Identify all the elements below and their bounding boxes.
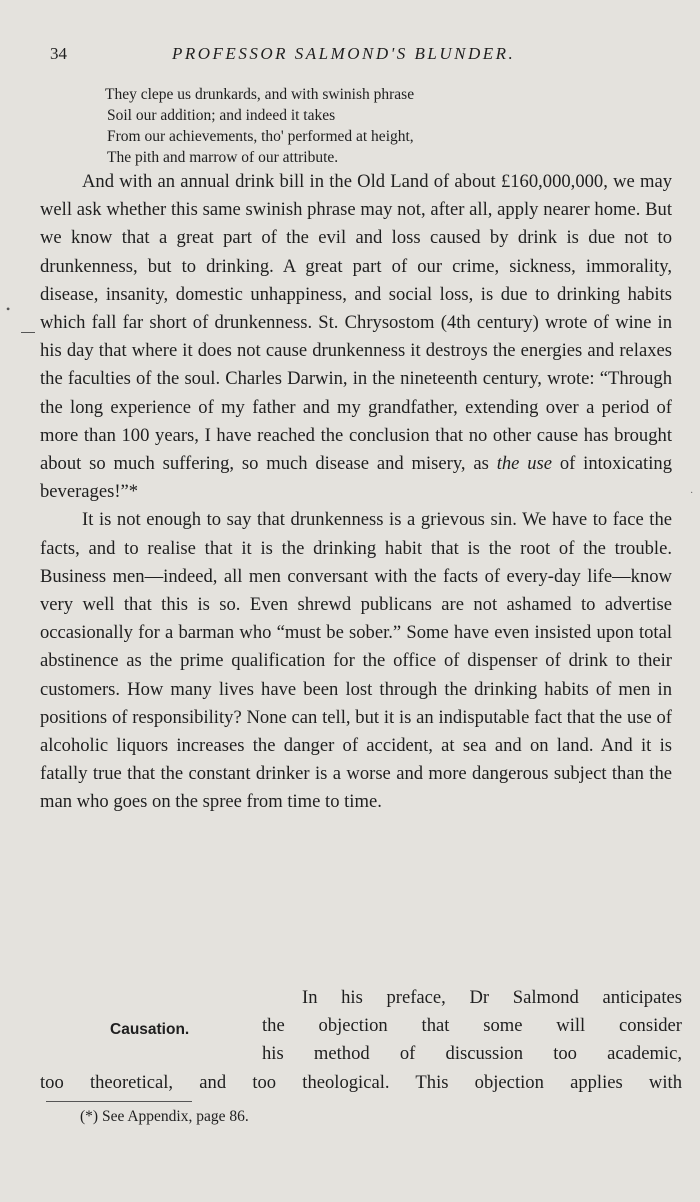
- paragraph-3-line: his method of discussion too academic,: [262, 1043, 682, 1065]
- margin-mark-dot: ·: [690, 488, 694, 499]
- paragraph-3-line: too theoretical, and too theological. This objection applies with: [40, 1071, 682, 1093]
- paragraph-1-end: of intoxicating beverages!”*: [40, 453, 672, 503]
- margin-sidenote: Causation.: [110, 1021, 190, 1038]
- poem-line: The pith and marrow of our attribute.: [107, 149, 339, 166]
- page-header: [50, 44, 650, 72]
- poem-line: Soil our addition; and indeed it takes: [107, 107, 336, 124]
- emphasis-text: the use: [496, 453, 553, 475]
- paragraph-1-text: And with an annual drink bill in the Old Land of about £160,000,000, we may well ask whether this same swinish phrase may not, after all, apply nearer home. But we know that a great part of the evil and loss caused by drink is due not to drunkenness, but to drinking. A great part of our crime, sickness, immorality, disease, insanity, domestic unhappiness, and social loss, is due to drinking habits which fall far short of drunkenness. St. Chrysostom (4th century) wrote of wine in his day that where it does not cause drunkenness it destroys the energies and relaxes the faculties of the soul. Charles Darwin, in the nineteenth century, wrote: “Through the long experience of my father and my grandfather, extending over a period of more than 100 years, I have reached the conclusion that no other cause has brought about so much suffering, so much disease and misery, as: [40, 171, 672, 475]
- margin-mark-dash: [21, 332, 35, 333]
- poem-line: From our achievements, tho' performed at height,: [107, 128, 414, 145]
- page-number: 34: [50, 44, 67, 63]
- paragraph-1: [40, 168, 672, 506]
- poem-quote: [105, 84, 565, 168]
- margin-mark-dot: •: [6, 302, 11, 316]
- footnote-rule: [46, 1101, 192, 1102]
- footnote: (*) See Appendix, page 86.: [80, 1108, 249, 1125]
- paragraph-3-line: In his preface, Dr Salmond anticipates: [302, 987, 682, 1008]
- poem-line: They clepe us drunkards, and with swinish phrase: [105, 86, 415, 103]
- paragraph-2: It is not enough to say that drunkenness is a grievous sin. We have to face the facts, and to realise that it is the drinking habit that is the root of the trouble. Business men—indeed, all men conversant with the facts of every-day life—know very well that this is so. Even shrewd publicans are not ashamed to advertise occasionally for a barman who “must be sober.” Some have even insisted upon total abstinence as the prime qualification for the office of dispenser of drink to their customers. How many lives have been lost through the drinking habits of men in positions of responsibility? None can tell, but it is an indisputable fact that the use of alcoholic liquors increases the danger of accident, at sea and on land. And it is fatally true that the constant drinker is a worse and more dangerous subject than the man who goes on the spree from time to time.: [40, 509, 672, 813]
- running-title: PROFESSOR SALMOND'S BLUNDER.: [172, 44, 516, 63]
- paragraph-3-line: the objection that some will consider: [262, 1015, 682, 1037]
- paragraph-3: [40, 984, 682, 1097]
- body-text: [40, 168, 672, 817]
